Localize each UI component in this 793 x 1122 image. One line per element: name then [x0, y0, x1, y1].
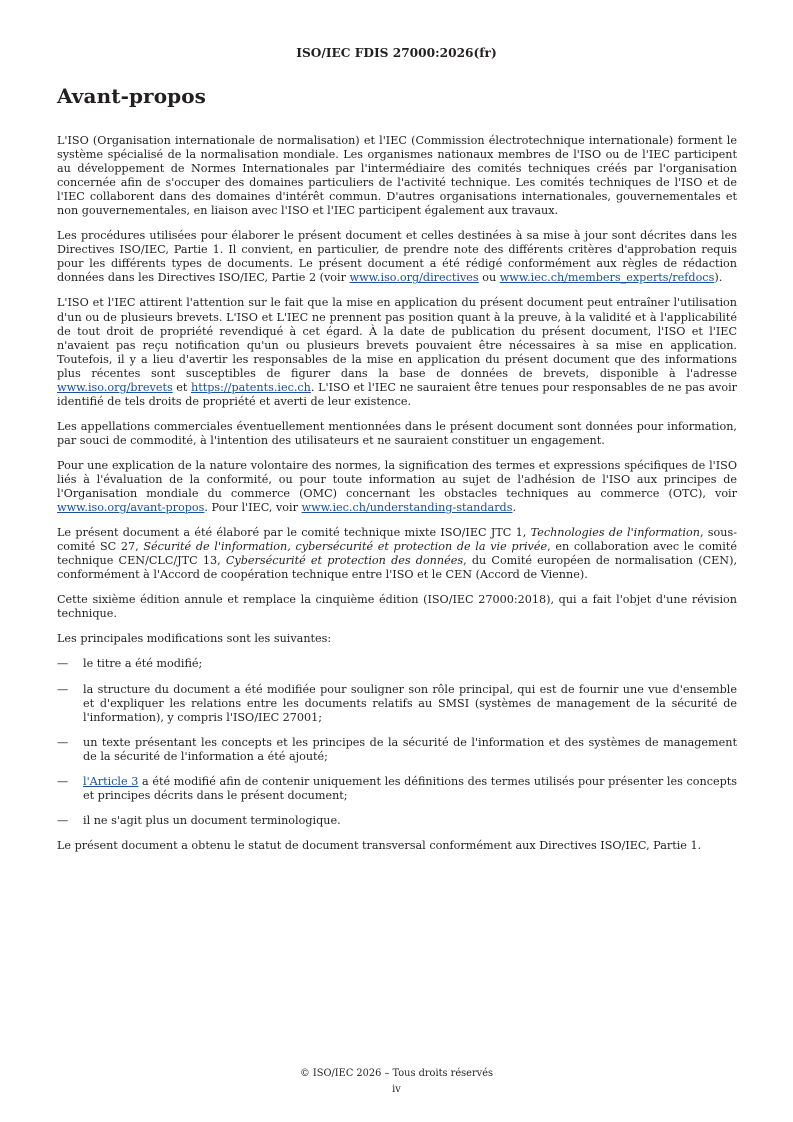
link-iso-directives[interactable]: www.iso.org/directives	[349, 271, 479, 285]
paragraph-transversal-status: Le présent document a obtenu le statut de document transversal conformément aux Directives ISO/IEC, Partie 1.	[57, 838, 702, 852]
dash-bullet: —	[57, 735, 69, 749]
paragraph-committee: Le présent document a été élaboré par le comité technique mixte ISO/IEC JTC 1, Technologies de l'information, sous-comité SC 27, Sécurité de l'information, cybersécurité et protection de la vie privée, en collaboration avec le comité technique CEN/CLC/JTC 13, Cybersécurité et protection des données, du Comité européen de normalisation (CEN), conformément à l'Accord de coopération technique entre l'ISO et le CEN (Accord de Vienne).	[57, 526, 738, 582]
list-item: — la structure du document a été modifiée pour souligner son rôle principal, qui est de fournir une vue d'ensemble et d'expliquer les relations entre les documents relatifs au SMSI (systèmes de management de la sécurité de l'information), y compris l'ISO/IEC 27001;	[57, 682, 737, 724]
copyright-notice: © ISO/IEC 2026 – Tous droits réservés	[299, 1068, 494, 1079]
list-item: — un texte présentant les concepts et les principes de la sécurité de l'information et des systèmes de management de la sécurité de l'information a été ajouté;	[57, 735, 737, 763]
link-iec-refdocs[interactable]: www.iec.ch/members_experts/refdocs	[499, 271, 715, 285]
list-item: — l'Article 3 a été modifié afin de contenir uniquement les définitions des termes utilisés pour présenter les concepts et principes décrits dans le présent document;	[57, 774, 738, 802]
dash-bullet: —	[57, 774, 69, 788]
dash-bullet: —	[57, 813, 69, 827]
paragraph-changes-intro: Les principales modifications sont les suivantes:	[57, 632, 332, 646]
list-item: — il ne s'agit plus un document terminologique.	[57, 813, 341, 827]
page-footer	[0, 1066, 793, 1098]
dash-bullet: —	[57, 682, 69, 696]
dash-bullet: —	[57, 657, 69, 671]
paragraph-trade-names: Les appellations commerciales éventuellement mentionnées dans le présent document sont données pour information, par souci de commodité, à l'intention des utilisateurs et ne sauraient constituer un engagement.	[57, 419, 737, 447]
paragraph-edition: Cette sixième édition annule et remplace la cinquième édition (ISO/IEC 27000:2018), qui a fait l'objet d'une révision technique.	[57, 593, 737, 621]
page-number: iv	[392, 1084, 401, 1095]
document-identifier: ISO/IEC FDIS 27000:2026(fr)	[296, 46, 497, 60]
paragraph-iso-iec-intro: L'ISO (Organisation internationale de normalisation) et l'IEC (Commission électrotechnique internationale) forment le système spécialisé de la normalisation mondiale. Les organismes nationaux membres de l'ISO ou de l'IEC participent au développement de Normes Internationales par l'intermédiaire des comités techniques créés par l'organisation concernée afin de s'occuper des domaines particuliers de l'activité technique. Les comités techniques de l'ISO et de l'IEC collaborent dans des domaines d'intérêt commun. D'autres organisations internationales, gouvernementales et non gouvernementales, en liaison avec l'ISO et l'IEC participent également aux travaux.	[57, 134, 737, 218]
link-iec-understanding-standards[interactable]: www.iec.ch/understanding-standards	[301, 501, 513, 515]
paragraph-patents: L'ISO et l'IEC attirent l'attention sur le fait que la mise en application du présent document peut entraîner l'utilisation d'un ou de plusieurs brevets. L'ISO et L'IEC ne prennent pas position quant à la preuve, à la validité et à l'applicabilité de tout droit de propriété revendiqué à cet égard. À la date de publication du présent document, l'ISO et l'IEC n'avaient pas reçu notification qu'un ou plusieurs brevets pouvaient être nécessaires à sa mise en application. Toutefois, il y a lieu d'avertir les responsables de la mise en application du présent document que des informations plus récentes sont susceptibles de figurer dans la base de données de brevets, disponible à l'adresse www.iso.org/brevets et https://patents.iec.ch. L'ISO et l'IEC ne sauraient être tenues pour responsables de ne pas avoir identifié de tels droits de propriété et averti de leur existence.	[57, 296, 738, 408]
link-iec-patents[interactable]: https://patents.iec.ch	[191, 380, 311, 394]
paragraph-voluntary-nature: Pour une explication de la nature volontaire des normes, la signification des termes et expressions spécifiques de l'ISO liés à l'évaluation de la conformité, ou pour toute information au sujet de l'adhésion de l'ISO aux principes de l'Organisation mondiale du commerce (OMC) concernant les obstacles techniques au commerce (OTC), voir www.iso.org/avant-propos. Pour l'IEC, voir www.iec.ch/understanding-standards.	[57, 458, 737, 515]
link-iso-brevets[interactable]: www.iso.org/brevets	[57, 380, 173, 394]
section-title: Avant-propos	[57, 84, 207, 108]
page-content	[57, 84, 737, 864]
list-item: — le titre a été modifié;	[57, 657, 203, 671]
link-article-3[interactable]: l'Article 3	[83, 774, 139, 788]
link-iso-avant-propos[interactable]: www.iso.org/avant-propos	[57, 501, 205, 515]
paragraph-procedures: Les procédures utilisées pour élaborer le présent document et celles destinées à sa mise à jour sont décrites dans les Directives ISO/IEC, Partie 1. Il convient, en particulier, de prendre note des différents critères d'approbation requis pour les différents types de documents. Le présent document a été rédigé conformément aux règles de rédaction données dans les Directives ISO/IEC, Partie 2 (voir www.iso.org/directives ou www.iec.ch/members_experts/refdocs).	[57, 229, 737, 285]
